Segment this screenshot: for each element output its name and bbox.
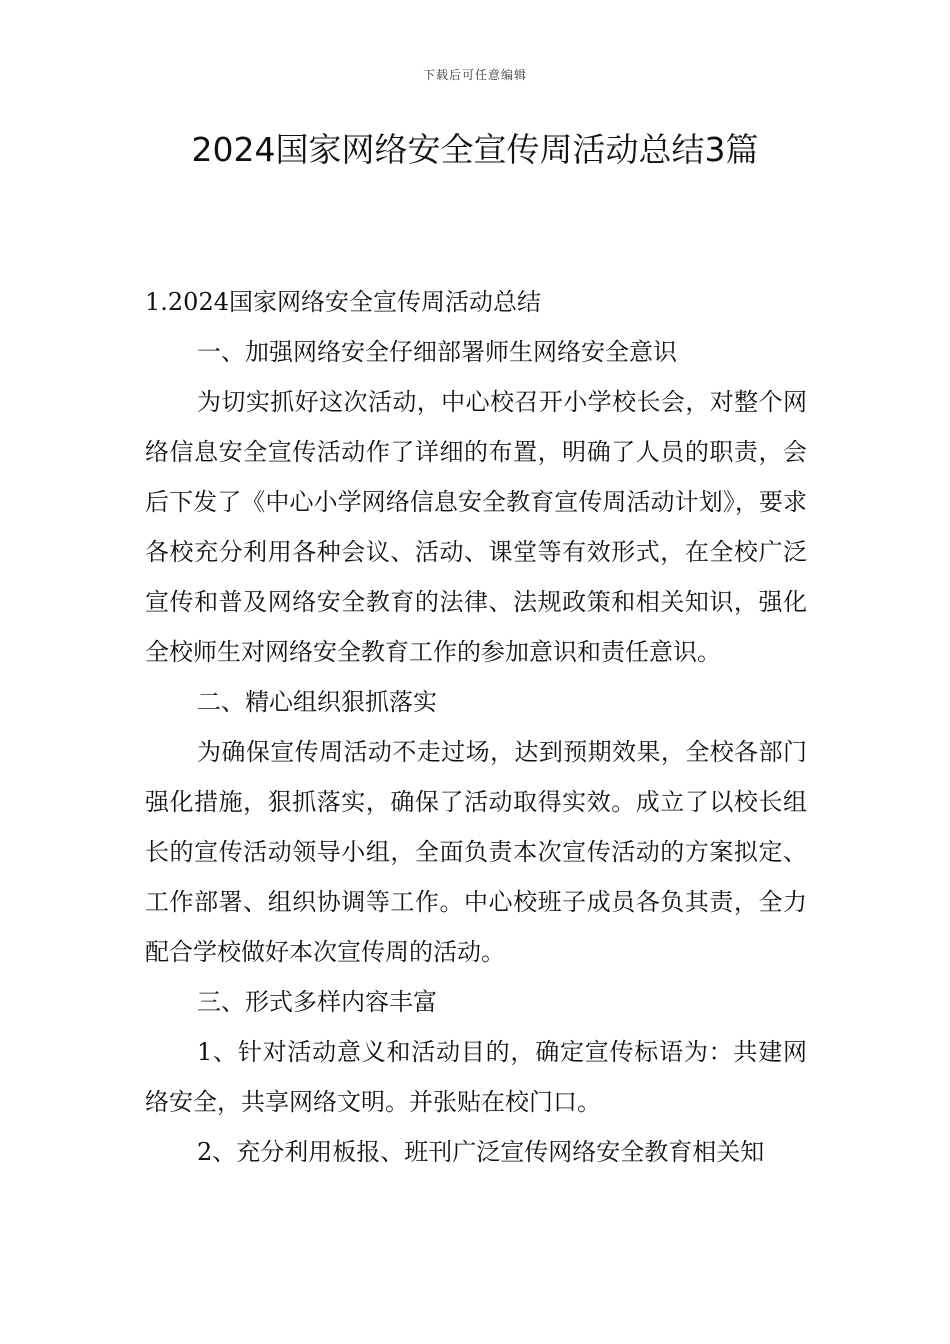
paragraph: 1、针对活动意义和活动目的，确定宣传标语为：共建网络安全，共享网络文明。并张贴在校门口。 xyxy=(145,1038,807,1116)
header-note: 下载后可任意编辑 xyxy=(422,68,527,82)
document-title: 2024国家网络安全宣传周活动总结3篇 xyxy=(191,130,759,169)
paragraph: 2、充分利用板报、班刊广泛宣传网络安全教育相关知 xyxy=(197,1138,765,1166)
paragraph: 为切实抓好这次活动，中心校召开小学校长会，对整个网络信息安全宣传活动作了详细的布置，明确了人员的职责，会后下发了《中心小学网络信息安全教育宣传周活动计划》，要求各校充分利用各种会议、活动、课堂等有效形式，在全校广泛宣传和普及网络安全教育的法律、法规政策和相关知识，强化全校师生对网络安全教育工作的参加意识和责任意识。 xyxy=(145,388,807,666)
subheading: 一、加强网络安全仔细部署师生网络安全意识 xyxy=(197,338,677,366)
subheading: 二、精心组织狠抓落实 xyxy=(197,688,437,716)
document-body xyxy=(145,277,807,1177)
subheading: 三、形式多样内容丰富 xyxy=(197,988,437,1016)
section-heading: 1.2024国家网络安全宣传周活动总结 xyxy=(145,288,541,316)
paragraph: 为确保宣传周活动不走过场，达到预期效果，全校各部门强化措施，狠抓落实，确保了活动取得实效。成立了以校长组长的宣传活动领导小组，全面负责本次宣传活动的方案拟定、工作部署、组织协调等工作。中心校班子成员各负其责，全力配合学校做好本次宣传周的活动。 xyxy=(145,738,807,966)
